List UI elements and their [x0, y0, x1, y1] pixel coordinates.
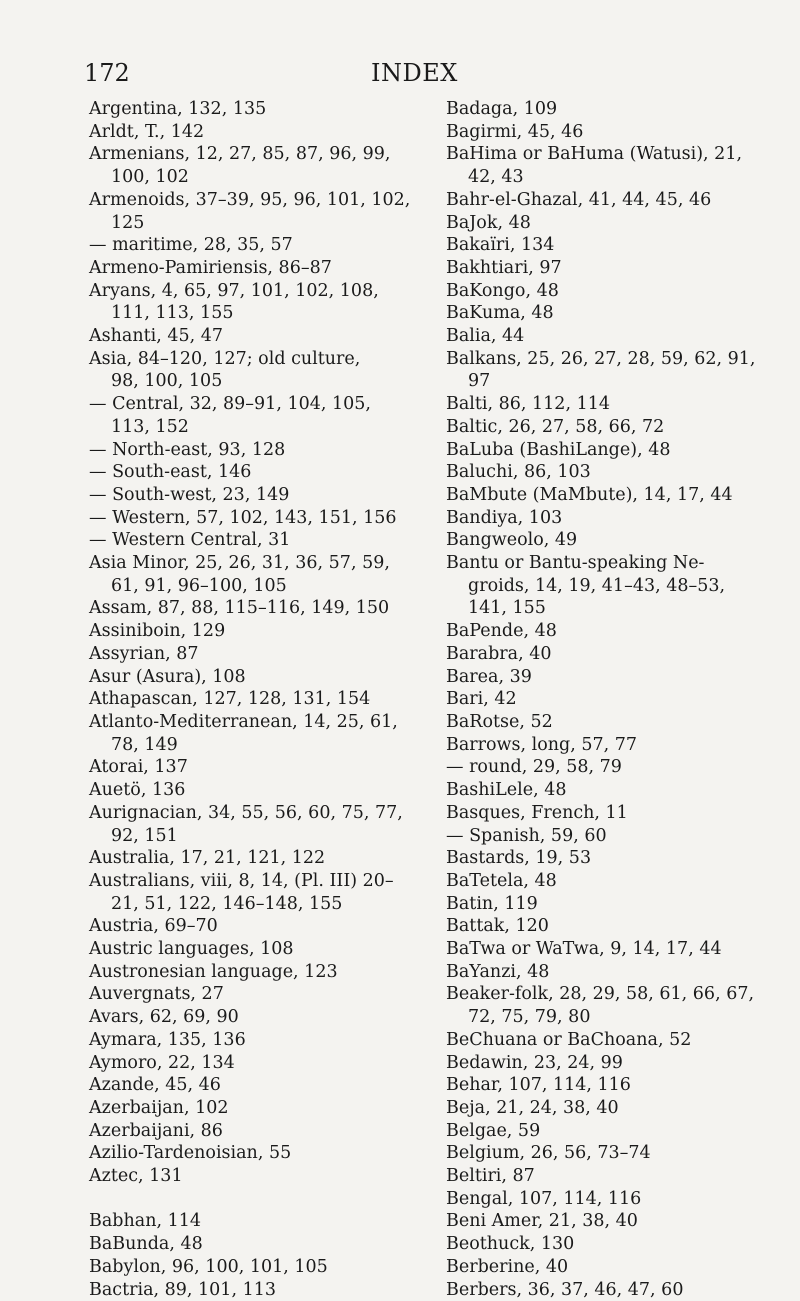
- index-entry-text: Aztec, 131: [89, 1166, 183, 1187]
- index-entry-text: BeChuana or BaChoana, 52: [446, 1029, 692, 1050]
- index-entry: [89, 961, 425, 984]
- index-entry-text: — Spanish, 59, 60: [446, 825, 607, 846]
- page-header: [84, 58, 720, 92]
- index-entry-text: Barabra, 40: [446, 643, 552, 664]
- index-entry: [446, 98, 786, 121]
- index-entry: [446, 756, 786, 779]
- index-entry-text: Behar, 107, 114, 116: [446, 1075, 631, 1096]
- index-entry: [446, 893, 786, 916]
- index-entry: [89, 1165, 425, 1188]
- index-entry: [89, 189, 425, 234]
- index-entry-text: Beni Amer, 21, 38, 40: [446, 1211, 638, 1232]
- index-entry-text: Bakhtiari, 97: [446, 257, 562, 278]
- index-entry: [89, 143, 425, 188]
- index-entry-continuation: 113, 152: [111, 416, 189, 437]
- index-entry: [89, 1052, 425, 1075]
- index-entry: [446, 348, 786, 393]
- index-entry: [446, 734, 786, 757]
- index-entry: [446, 302, 786, 325]
- index-entry-text: Berbers, 36, 37, 46, 47, 60: [446, 1279, 684, 1300]
- index-entry: [446, 1052, 786, 1075]
- index-entry: [446, 1279, 786, 1301]
- index-entry-continuation: 98, 100, 105: [111, 371, 223, 392]
- index-entry-text: BaJok, 48: [446, 212, 531, 233]
- index-entry: [446, 212, 786, 235]
- index-entry-continuation: 111, 113, 155: [111, 303, 234, 324]
- index-entry-text: Austric languages, 108: [89, 939, 294, 960]
- index-entry-text: Barea, 39: [446, 666, 532, 687]
- index-entry-text: Azande, 45, 46: [89, 1075, 221, 1096]
- index-entry: [89, 620, 425, 643]
- index-entry-text: Azerbaijani, 86: [89, 1120, 223, 1141]
- index-entry-text: — Central, 32, 89–91, 104, 105,: [89, 394, 371, 415]
- index-entry-text: Balia, 44: [446, 326, 525, 347]
- index-entry: [89, 1256, 425, 1279]
- index-entry-text: Athapascan, 127, 128, 131, 154: [89, 689, 371, 710]
- index-entry-text: Beja, 21, 24, 38, 40: [446, 1097, 619, 1118]
- index-entry: [446, 870, 786, 893]
- index-entry: [89, 439, 425, 462]
- index-entry: [446, 620, 786, 643]
- index-column-left: [89, 98, 425, 1301]
- index-entry: [89, 257, 425, 280]
- index-entry: [446, 1188, 786, 1211]
- index-entry-text: Argentina, 132, 135: [89, 99, 267, 119]
- index-entry-text: Auvergnats, 27: [89, 984, 224, 1005]
- section-gap: [89, 1188, 425, 1211]
- index-entry: [446, 1120, 786, 1143]
- index-entry: [446, 416, 786, 439]
- index-entry: [89, 1142, 425, 1165]
- index-entry: [446, 961, 786, 984]
- index-entry-text: Arldt, T., 142: [89, 121, 205, 142]
- index-entry-text: Armenians, 12, 27, 85, 87, 96, 99,: [89, 144, 391, 165]
- index-entry-text: Australia, 17, 21, 121, 122: [89, 848, 326, 869]
- index-entry-text: Bandiya, 103: [446, 507, 563, 528]
- index-entry: [89, 393, 425, 438]
- index-entry-text: Balti, 86, 112, 114: [446, 394, 610, 415]
- index-entry-continuation: 125: [111, 212, 145, 233]
- index-entry: [89, 325, 425, 348]
- index-entry: [89, 1029, 425, 1052]
- index-entry-text: BaMbute (MaMbute), 14, 17, 44: [446, 484, 733, 505]
- index-entry: [89, 98, 425, 121]
- index-entry: [446, 529, 786, 552]
- index-entry-continuation: 21, 51, 122, 146–148, 155: [111, 893, 343, 914]
- index-entry-text: Bedawin, 23, 24, 99: [446, 1052, 623, 1073]
- index-entry: [446, 189, 786, 212]
- index-entry-text: BaBunda, 48: [89, 1234, 203, 1255]
- index-entry: [89, 1006, 425, 1029]
- index-entry-text: Azilio-Tardenoisian, 55: [89, 1143, 292, 1164]
- index-entry-continuation: 72, 75, 79, 80: [468, 1007, 591, 1028]
- index-entry: [446, 461, 786, 484]
- index-entry-text: Aryans, 4, 65, 97, 101, 102, 108,: [89, 280, 379, 301]
- index-entry-text: Asia, 84–120, 127; old culture,: [89, 348, 361, 369]
- index-entry-text: Beothuck, 130: [446, 1234, 575, 1255]
- index-entry-text: Austria, 69–70: [89, 916, 218, 937]
- running-head: INDEX: [371, 59, 458, 87]
- index-entry-text: Asia Minor, 25, 26, 31, 36, 57, 59,: [89, 553, 390, 574]
- index-entry-text: BaKongo, 48: [446, 280, 559, 301]
- index-entry-text: BaPende, 48: [446, 621, 557, 642]
- index-entry-text: Atorai, 137: [89, 757, 188, 778]
- index-entry-text: Ashanti, 45, 47: [89, 326, 224, 347]
- index-entry-text: Belgae, 59: [446, 1120, 541, 1141]
- index-entry: [89, 484, 425, 507]
- index-entry-text: — North-east, 93, 128: [89, 439, 286, 460]
- index-entry-text: Aymoro, 22, 134: [89, 1052, 235, 1073]
- index-entry-text: Armeno-Pamiriensis, 86–87: [89, 257, 332, 278]
- index-entry-text: Badaga, 109: [446, 99, 558, 119]
- index-entry: [89, 1279, 425, 1301]
- index-entry: [89, 847, 425, 870]
- index-entry-text: Barrows, long, 57, 77: [446, 734, 638, 755]
- index-entry-text: Bastards, 19, 53: [446, 848, 592, 869]
- index-entry-text: Beltiri, 87: [446, 1166, 535, 1187]
- index-entry: [89, 597, 425, 620]
- index-entry: [446, 1165, 786, 1188]
- index-entry: [446, 143, 786, 188]
- index-entry-text: BashiLele, 48: [446, 780, 567, 801]
- index-entry: [446, 280, 786, 303]
- index-entry: [89, 1120, 425, 1143]
- index-entry: [89, 1074, 425, 1097]
- index-entry-continuation: 78, 149: [111, 734, 178, 755]
- index-entry: [89, 643, 425, 666]
- index-entry-text: Armenoids, 37–39, 95, 96, 101, 102,: [89, 189, 411, 210]
- index-entry: [446, 393, 786, 416]
- index-entry: [89, 802, 425, 847]
- index-entry: [446, 439, 786, 462]
- index-entry: [446, 234, 786, 257]
- index-entry: [446, 825, 786, 848]
- index-entry: [89, 983, 425, 1006]
- index-entry: [446, 802, 786, 825]
- page-number: 172: [84, 59, 130, 87]
- index-entry: [89, 915, 425, 938]
- index-entry: [89, 1233, 425, 1256]
- index-entry-text: Bakaïri, 134: [446, 235, 555, 256]
- index-entry: [89, 552, 425, 597]
- index-entry-text: — Western Central, 31: [89, 530, 291, 551]
- index-entry: [446, 552, 786, 620]
- index-entry-text: Atlanto-Mediterranean, 14, 25, 61,: [89, 711, 398, 732]
- index-entry-text: — round, 29, 58, 79: [446, 757, 622, 778]
- index-entry: [446, 983, 786, 1028]
- index-entry: [446, 779, 786, 802]
- index-entry-text: Bantu or Bantu-speaking Ne-: [446, 553, 705, 574]
- index-entry-text: BaRotse, 52: [446, 711, 553, 732]
- index-entry-text: BaYanzi, 48: [446, 961, 550, 982]
- index-entry: [446, 1029, 786, 1052]
- index-entry-text: Bari, 42: [446, 689, 517, 710]
- index-entry-text: BaHima or BaHuma (Watusi), 21,: [446, 144, 743, 165]
- index-entry-text: — Western, 57, 102, 143, 151, 156: [89, 507, 397, 528]
- index-entry: [89, 461, 425, 484]
- index-entry: [446, 1210, 786, 1233]
- index-entry: [89, 234, 425, 257]
- index-entry-continuation: groids, 14, 19, 41–43, 48–53,: [468, 575, 726, 596]
- index-entry: [89, 529, 425, 552]
- index-entry: [446, 643, 786, 666]
- index-entry-text: Austronesian language, 123: [89, 961, 338, 982]
- index-entry-text: Battak, 120: [446, 916, 549, 937]
- index-entry: [446, 1233, 786, 1256]
- index-entry: [89, 121, 425, 144]
- index-entry-text: Berberine, 40: [446, 1256, 569, 1277]
- index-entry-text: Babylon, 96, 100, 101, 105: [89, 1256, 328, 1277]
- index-entry: [89, 870, 425, 915]
- index-entry-text: Babhan, 114: [89, 1211, 201, 1232]
- index-entry: [446, 484, 786, 507]
- index-entry: [89, 348, 425, 393]
- index-entry-text: Asur (Asura), 108: [89, 666, 246, 687]
- index-entry-text: BaTwa or WaTwa, 9, 14, 17, 44: [446, 939, 722, 960]
- index-entry-continuation: 141, 155: [468, 598, 546, 619]
- index-entry: [446, 847, 786, 870]
- index-entry-text: Beaker-folk, 28, 29, 58, 61, 66, 67,: [446, 984, 755, 1005]
- index-entry-text: Auetö, 136: [89, 780, 186, 801]
- index-entry: [446, 257, 786, 280]
- index-entry-text: Assam, 87, 88, 115–116, 149, 150: [89, 598, 390, 619]
- index-entry: [89, 666, 425, 689]
- index-entry: [89, 280, 425, 325]
- index-entry-continuation: 42, 43: [468, 167, 524, 188]
- index-entry-text: Australians, viii, 8, 14, (Pl. III) 20–: [89, 870, 394, 891]
- index-entry: [89, 779, 425, 802]
- index-entry: [89, 756, 425, 779]
- index-entry: [446, 507, 786, 530]
- index-column-right: [446, 98, 786, 1301]
- index-entry: [446, 1142, 786, 1165]
- index-entry: [446, 325, 786, 348]
- index-entry: [89, 1097, 425, 1120]
- index-entry: [446, 1097, 786, 1120]
- index-entry-continuation: 100, 102: [111, 167, 189, 188]
- index-entry-text: Azerbaijan, 102: [89, 1097, 229, 1118]
- index-entry-text: Baltic, 26, 27, 58, 66, 72: [446, 416, 665, 437]
- index-entry-text: Aurignacian, 34, 55, 56, 60, 75, 77,: [89, 802, 403, 823]
- index-entry-text: Aymara, 135, 136: [89, 1029, 246, 1050]
- index-entry: [446, 121, 786, 144]
- index-entry-text: Bengal, 107, 114, 116: [446, 1188, 642, 1209]
- index-entry-continuation: 61, 91, 96–100, 105: [111, 575, 287, 596]
- index-entry-continuation: 97: [468, 371, 491, 392]
- index-entry: [446, 666, 786, 689]
- index-entry-text: Assyrian, 87: [89, 643, 199, 664]
- index-entry-text: Bagirmi, 45, 46: [446, 121, 584, 142]
- index-entry: [446, 688, 786, 711]
- index-entry-text: BaLuba (BashiLange), 48: [446, 439, 671, 460]
- index-entry-text: BaTetela, 48: [446, 870, 557, 891]
- index-entry: [446, 711, 786, 734]
- index-entry-text: — South-west, 23, 149: [89, 484, 290, 505]
- index-entry-text: Assiniboin, 129: [89, 621, 226, 642]
- index-entry-text: Basques, French, 11: [446, 802, 628, 823]
- index-entry-text: Bangweolo, 49: [446, 530, 578, 551]
- index-entry-continuation: 92, 151: [111, 825, 178, 846]
- index-entry-text: BaKuma, 48: [446, 303, 554, 324]
- index-entry: [89, 688, 425, 711]
- index-entry-text: — maritime, 28, 35, 57: [89, 235, 293, 256]
- index-entry-text: Baluchi, 86, 103: [446, 462, 591, 483]
- index-entry-text: Belgium, 26, 56, 73–74: [446, 1143, 651, 1164]
- index-entry: [89, 507, 425, 530]
- index-entry: [89, 1210, 425, 1233]
- index-entry: [446, 915, 786, 938]
- index-entry-text: Bactria, 89, 101, 113: [89, 1279, 276, 1300]
- index-entry-text: Balkans, 25, 26, 27, 28, 59, 62, 91,: [446, 348, 756, 369]
- index-entry: [89, 711, 425, 756]
- index-entry: [446, 938, 786, 961]
- index-entry: [446, 1256, 786, 1279]
- index-entry: [446, 1074, 786, 1097]
- index-entry-text: Bahr-el-Ghazal, 41, 44, 45, 46: [446, 189, 712, 210]
- index-entry: [89, 938, 425, 961]
- index-entry-text: Batin, 119: [446, 893, 538, 914]
- index-entry-text: Avars, 62, 69, 90: [89, 1007, 239, 1028]
- index-entry-text: — South-east, 146: [89, 462, 252, 483]
